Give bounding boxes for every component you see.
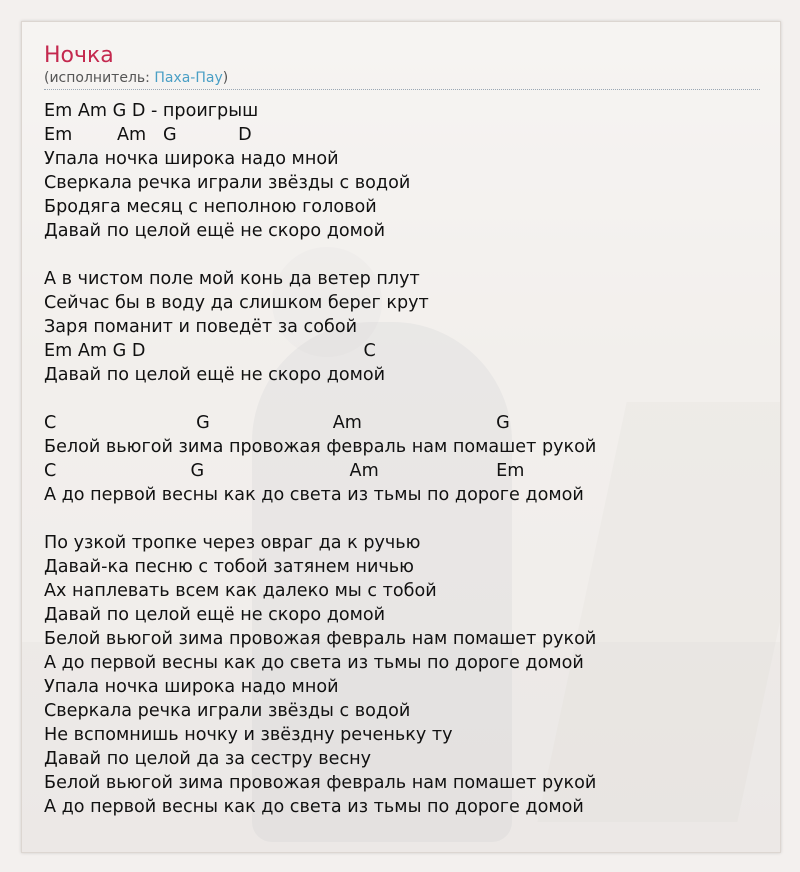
lyric-line: А до первой весны как до света из тьмы по дороге домой (44, 485, 584, 505)
lyric-line: Давай по целой ещё не скоро домой (44, 605, 386, 625)
song-title: Ночка (44, 43, 114, 68)
lyric-line: Заря поманит и поведёт за собой (44, 317, 358, 337)
lyric-line: Белой вьюгой зима провожая февраль нам помашет рукой (44, 773, 597, 793)
lyric-line: Белой вьюгой зима провожая февраль нам помашет рукой (44, 629, 597, 649)
lyric-line: Сверкала речка играли звёзды с водой (44, 173, 411, 193)
lyric-line: Упала ночка широка надо мной (44, 677, 339, 697)
song-card (21, 21, 781, 853)
lyrics-block (44, 99, 596, 819)
lyric-line: Сейчас бы в воду да слишком берег крут (44, 293, 429, 313)
lyric-line: C G Am Em (44, 461, 525, 481)
lyric-line: Давай по целой ещё не скоро домой (44, 365, 386, 385)
performer-line (44, 70, 228, 86)
lyric-line: Давай по целой да за сестру весну (44, 749, 372, 769)
lyric-line: Белой вьюгой зима провожая февраль нам помашет рукой (44, 437, 597, 457)
performer-link[interactable]: Паха-Пау (154, 70, 223, 86)
lyric-line: Ах наплевать всем как далеко мы с тобой (44, 581, 437, 601)
lyric-line: А до первой весны как до света из тьмы по дороге домой (44, 797, 584, 817)
lyric-line: Бродяга месяц с неполною головой (44, 197, 377, 217)
performer-prefix: (исполнитель: (44, 70, 155, 86)
lyric-line: Давай по целой ещё не скоро домой (44, 221, 386, 241)
performer-suffix: ) (222, 70, 229, 86)
title-divider (44, 89, 760, 90)
lyric-line: По узкой тропке через овраг да к ручью (44, 533, 421, 553)
lyric-line: А в чистом поле мой конь да ветер плут (44, 269, 420, 289)
lyric-line: А до первой весны как до света из тьмы по дороге домой (44, 653, 584, 673)
lyric-line: Em Am G D (44, 125, 252, 145)
lyric-line: Упала ночка широка надо мной (44, 149, 339, 169)
lyric-line: C G Am G (44, 413, 510, 433)
lyric-line: Давай-ка песню с тобой затянем ничью (44, 557, 414, 577)
lyric-line: Em Am G D - проигрыш (44, 101, 259, 121)
lyric-line: Em Am G D C (44, 341, 376, 361)
lyric-line: Сверкала речка играли звёзды с водой (44, 701, 411, 721)
lyric-line: Не вспомнишь ночку и звёздну реченьку ту (44, 725, 453, 745)
